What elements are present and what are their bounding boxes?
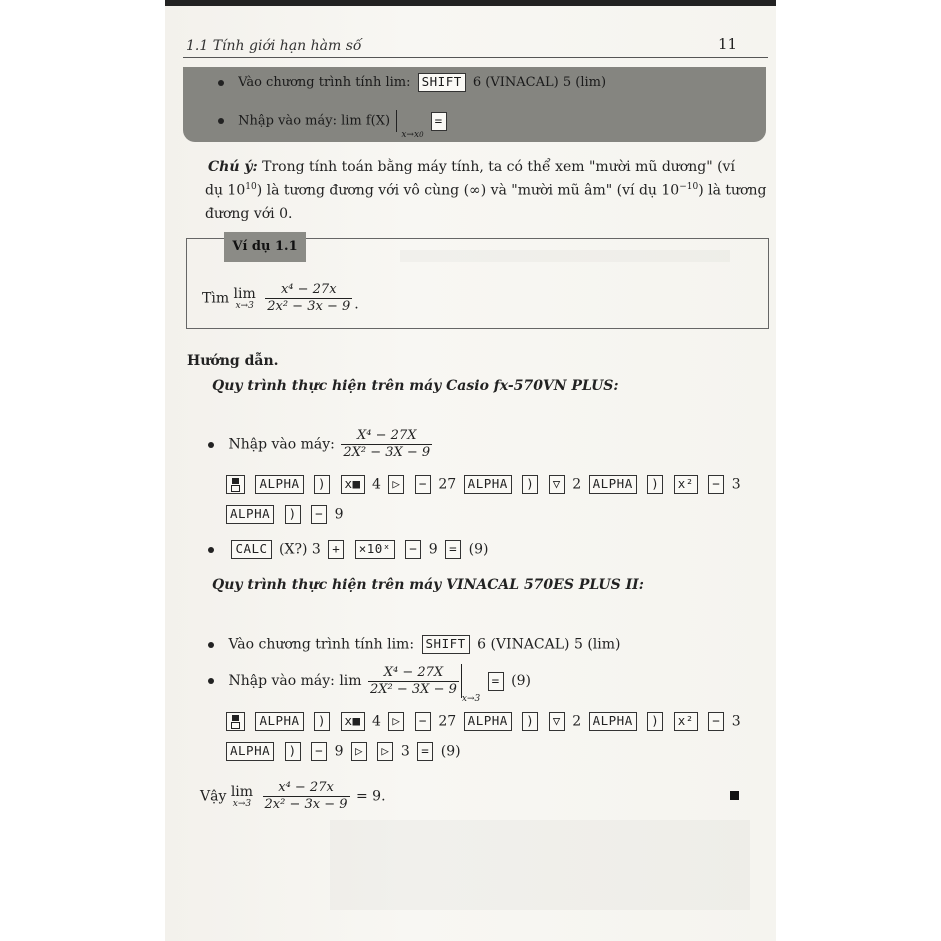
alpha-key: ALPHA <box>464 475 512 494</box>
digit: 2 <box>572 713 582 730</box>
example-statement <box>202 282 359 315</box>
conclusion-result: = 9. <box>355 788 386 805</box>
rparen-key: ) <box>314 475 330 494</box>
equals-key: = <box>431 112 447 131</box>
rparen-key: ) <box>647 475 663 494</box>
bullet <box>208 678 214 684</box>
item-text: Nhập vào máy: <box>228 436 335 453</box>
casio-key-sequence-2 <box>223 505 343 524</box>
procedure-item-2 <box>218 110 450 140</box>
right-arrow-key: ▷ <box>388 475 404 494</box>
superscript: 10 <box>245 182 257 192</box>
minus-key: − <box>708 475 724 494</box>
bullet <box>208 642 214 648</box>
digit: 9 <box>428 541 438 558</box>
rparen-key: ) <box>647 712 663 731</box>
rparen-key: ) <box>522 475 538 494</box>
item-text: 6 (VINACAL) 5 (lim) <box>472 75 607 90</box>
fraction <box>263 780 350 813</box>
minus-key: − <box>311 505 327 524</box>
right-arrow-key: ▷ <box>388 712 404 731</box>
alpha-key: ALPHA <box>255 475 303 494</box>
limit-operator <box>231 785 253 809</box>
result: (9) <box>511 673 531 689</box>
bullet <box>208 442 214 448</box>
denominator: 2x² − 3x − 9 <box>264 797 348 812</box>
rparen-key: ) <box>285 505 301 524</box>
power-key: x■ <box>341 712 365 731</box>
square-key: x² <box>674 475 698 494</box>
calc-key: CALC <box>231 540 271 559</box>
period: . <box>354 296 359 313</box>
rparen-key: ) <box>314 712 330 731</box>
lim-word: lim <box>339 673 362 689</box>
digit: 4 <box>372 476 381 493</box>
conclusion <box>200 780 386 813</box>
note-text: Trong tính toán bằng máy tính, ta có thể xem "mười mũ dương" (ví <box>262 159 735 175</box>
alpha-key: ALPHA <box>464 712 512 731</box>
casio-key-sequence-1 <box>223 475 741 494</box>
numerator: X⁴ − 27X <box>368 665 459 682</box>
header-rule <box>183 57 768 58</box>
limit-subscript-index: 0 <box>419 130 424 139</box>
casio-input-line <box>208 428 434 461</box>
digit: 9 <box>334 506 344 523</box>
plus-key: + <box>328 540 344 559</box>
note-text: dụ 10 <box>205 182 246 199</box>
minus-key: − <box>415 475 431 494</box>
equals-key: = <box>488 672 504 691</box>
minus-key: − <box>311 742 327 761</box>
numerator: X⁴ − 27X <box>341 428 432 445</box>
numerator: x⁴ − 27x <box>263 780 350 797</box>
digit: 3 <box>731 476 741 493</box>
fraction-key <box>226 712 245 731</box>
bleed-through-text <box>330 820 750 910</box>
vinacal-key-sequence-1 <box>223 712 741 731</box>
vinacal-key-sequence-2 <box>223 742 461 761</box>
alpha-key: ALPHA <box>226 742 274 761</box>
equals-key: = <box>417 742 433 761</box>
note-line-3: đương với 0. <box>205 206 293 222</box>
limit-subscript: x→3 <box>461 694 481 704</box>
lim-subscript: x→3 <box>232 798 252 809</box>
result: (9) <box>468 541 489 558</box>
right-arrow-key: ▷ <box>377 742 393 761</box>
equals-key: = <box>445 540 461 559</box>
note-label: Chú ý: <box>208 159 258 175</box>
fraction <box>368 665 459 698</box>
digit: 2 <box>572 476 582 493</box>
shift-key: SHIFT <box>418 73 466 92</box>
right-arrow-key: ▷ <box>351 742 367 761</box>
result: (9) <box>440 743 461 760</box>
digit: 3 <box>400 743 410 760</box>
digit: 4 <box>372 713 381 730</box>
minus-key: − <box>405 540 421 559</box>
rparen-key: ) <box>285 742 301 761</box>
lim-subscript: x→3 <box>235 300 254 311</box>
note-line-2 <box>205 182 766 199</box>
example-title: Ví dụ 1.1 <box>224 232 306 262</box>
lim-word: lim <box>230 783 254 800</box>
guide-heading: Hướng dẫn. <box>187 353 279 369</box>
calc-text: (X?) 3 <box>279 541 321 558</box>
down-arrow-key: ▽ <box>549 712 565 731</box>
bullet <box>218 80 224 86</box>
vinacal-procedure-title: Quy trình thực hiện trên máy VINACAL 570ES PLUS II: <box>212 577 644 593</box>
power-key: x■ <box>341 475 365 494</box>
fraction <box>341 428 432 461</box>
fraction <box>265 282 352 315</box>
page-top-edge <box>165 0 776 6</box>
note-line-1 <box>208 159 735 175</box>
digit: 27 <box>438 476 457 493</box>
item-text: Nhập vào máy: <box>228 673 335 689</box>
limit-subscript: x→x <box>401 129 420 140</box>
bullet <box>218 118 224 124</box>
vinacal-item-1 <box>208 635 620 654</box>
digit: 3 <box>731 713 741 730</box>
bullet <box>208 547 214 553</box>
alpha-key: ALPHA <box>255 712 303 731</box>
fraction-key <box>226 475 245 494</box>
item-text: Vào chương trình tính lim: <box>228 636 415 653</box>
qed-square <box>730 791 739 800</box>
casio-procedure-title: Quy trình thực hiện trên máy Casio fx-570VN PLUS: <box>212 378 619 394</box>
note-text: ) là tương <box>698 182 767 199</box>
page-number: 11 <box>718 35 738 53</box>
calc-line <box>208 540 488 559</box>
minus-key: − <box>415 712 431 731</box>
vinacal-item-2 <box>208 664 531 704</box>
denominator: 2X² − 3X − 9 <box>343 445 431 460</box>
digit: 9 <box>334 743 344 760</box>
rparen-key: ) <box>522 712 538 731</box>
minus-key: − <box>708 712 724 731</box>
lim-word: lim <box>233 285 256 302</box>
superscript: −10 <box>679 182 699 192</box>
note-text: ) là tương đương với vô cùng (∞) và "mười mũ âm" (ví dụ 10 <box>256 182 680 199</box>
digit: 27 <box>438 713 457 730</box>
item-text: Nhập vào máy: lim f(X) <box>238 113 391 129</box>
item-text: Vào chương trình tính lim: <box>238 75 411 90</box>
alpha-key: ALPHA <box>589 712 637 731</box>
alpha-key: ALPHA <box>589 475 637 494</box>
denominator: 2x² − 3x − 9 <box>267 299 351 314</box>
alpha-key: ALPHA <box>226 505 274 524</box>
procedure-item-1 <box>218 73 606 92</box>
square-key: x² <box>674 712 698 731</box>
find-word: Tìm <box>202 290 230 307</box>
conclusion-word: Vậy <box>200 788 227 805</box>
denominator: 2X² − 3X − 9 <box>370 681 457 697</box>
limit-operator <box>234 287 256 311</box>
numerator: x⁴ − 27x <box>265 282 352 299</box>
down-arrow-key: ▽ <box>549 475 565 494</box>
item-text: 6 (VINACAL) 5 (lim) <box>477 636 621 653</box>
times-ten-power-key: ×10ˣ <box>355 540 395 559</box>
shift-key: SHIFT <box>422 635 470 654</box>
running-title: 1.1 Tính giới hạn hàm số <box>186 38 362 54</box>
